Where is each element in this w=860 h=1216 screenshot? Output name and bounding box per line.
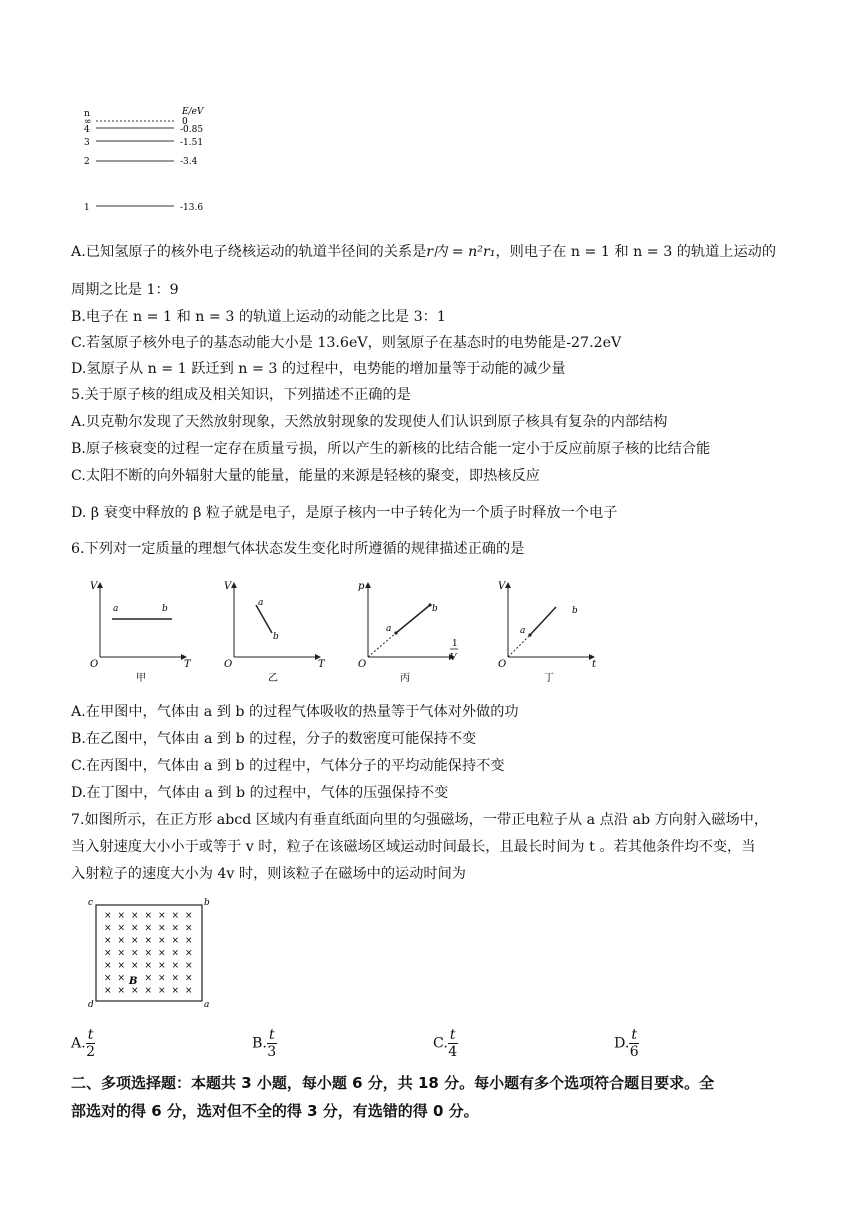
field-cross: × bbox=[117, 936, 126, 946]
field-cross: × bbox=[144, 973, 153, 984]
q7-option-a-num: t bbox=[87, 1027, 94, 1043]
graph-ding-x: t bbox=[592, 659, 597, 670]
graph-jia-a: a bbox=[113, 604, 119, 614]
level-e-3: -1.51 bbox=[180, 138, 204, 148]
magnetic-field-square bbox=[86, 895, 216, 1011]
field-cross: × bbox=[144, 911, 153, 921]
field-cross: × bbox=[104, 973, 112, 984]
q4-option-c: C.若氢原子核外电子的基态动能大小是 13.6eV，则氢原子在基态时的电势能是-27.2eV bbox=[71, 335, 622, 351]
q5-option-c: C.太阳不断的向外辐射大量的能量，能量的来源是轻核的聚变，即热核反应 bbox=[71, 468, 540, 484]
graph-bing bbox=[358, 581, 458, 684]
q4-a-post: ，则电子在 n = 1 和 n = 3 的轨道上运动的 bbox=[495, 244, 777, 260]
field-cross: × bbox=[131, 911, 139, 921]
level-n-3: 3 bbox=[84, 138, 90, 148]
graph-ding-origin: O bbox=[498, 659, 507, 670]
field-cross: × bbox=[144, 961, 153, 971]
field-cross: × bbox=[158, 948, 166, 959]
field-cross: × bbox=[185, 936, 193, 946]
level-header-e: E/eV bbox=[182, 107, 204, 117]
q7-option-d-den: 6 bbox=[629, 1044, 639, 1060]
field-cross: × bbox=[117, 948, 126, 959]
q7-option-c-den: 4 bbox=[448, 1044, 458, 1060]
graph-jia-origin: O bbox=[90, 659, 99, 670]
q7-option-b-num: t bbox=[268, 1027, 275, 1043]
graph-ding-a: a bbox=[520, 626, 526, 636]
level-n-inf: ∞ bbox=[84, 117, 92, 127]
level-e-inf: 0 bbox=[182, 117, 188, 127]
field-cross: × bbox=[144, 923, 153, 934]
field-cross: × bbox=[117, 911, 126, 921]
q6-option-d: D.在丁图中，气体由 a 到 b 的过程中，气体的压强保持不变 bbox=[71, 785, 449, 801]
graph-jia-label: 甲 bbox=[136, 673, 146, 684]
graph-bing-x-num: 1 bbox=[452, 639, 458, 649]
q4-a-pre: A.已知氢原子的核外电子绕核运动的轨道半径间的关系是 bbox=[71, 244, 427, 260]
graph-yi-a: a bbox=[258, 598, 264, 608]
field-cross: × bbox=[185, 961, 193, 971]
graph-bing-b: b bbox=[432, 604, 438, 614]
field-cross: × bbox=[117, 923, 126, 934]
corner-c: c bbox=[88, 898, 94, 908]
graph-ding-b: b bbox=[572, 606, 578, 616]
field-cross: × bbox=[104, 948, 112, 959]
level-e-2: -3.4 bbox=[180, 157, 198, 167]
q5-option-d: D. β 衰变中释放的 β 粒子就是电子，是原子核内一中子转化为一个质子时释放一个电子 bbox=[71, 505, 618, 521]
section2-line2: 部选对的得 6 分，选对但不全的得 3 分，有选错的得 0 分。 bbox=[71, 1102, 479, 1120]
level-n-1: 1 bbox=[84, 203, 90, 213]
graph-yi bbox=[224, 581, 326, 684]
level-n-2: 2 bbox=[84, 157, 90, 167]
field-cross: × bbox=[171, 973, 180, 984]
field-cross: × bbox=[171, 923, 180, 934]
field-cross: × bbox=[158, 986, 166, 996]
q4-option-d: D.氢原子从 n = 1 跃迁到 n = 3 的过程中，电势能的增加量等于动能的减少量 bbox=[71, 361, 566, 377]
field-cross: × bbox=[185, 986, 193, 996]
field-cross: × bbox=[144, 936, 153, 946]
level-n-4: 4 bbox=[84, 125, 90, 135]
q7-option-d-label: D. bbox=[614, 1035, 630, 1052]
q5-stem: 5.关于原子核的组成及相关知识，下列描述不正确的是 bbox=[71, 387, 411, 403]
q7-option-a-den: 2 bbox=[86, 1044, 96, 1060]
field-cross: × bbox=[144, 948, 153, 959]
q6-option-b: B.在乙图中，气体由 a 到 b 的过程，分子的数密度可能保持不变 bbox=[71, 731, 477, 747]
field-cross: × bbox=[131, 936, 139, 946]
field-cross: × bbox=[117, 961, 126, 971]
field-cross: × bbox=[185, 948, 193, 959]
q7-line3: 入射粒子的速度大小为 4v 时，则该粒子在磁场中的运动时间为 bbox=[71, 866, 466, 882]
graph-ding-y: V bbox=[498, 581, 506, 592]
q4-a-formula: r内 = n²r₁ bbox=[426, 244, 496, 260]
graph-jia bbox=[90, 581, 192, 684]
graph-bing-x-den: V bbox=[450, 653, 457, 663]
q7-option-a bbox=[71, 1027, 95, 1060]
graph-bing-origin: O bbox=[358, 659, 367, 670]
section2-line1: 二、多项选择题：本题共 3 小题，每小题 6 分，共 18 分。每小题有多个选项符合题目要求。全 bbox=[71, 1074, 715, 1092]
field-cross: × bbox=[104, 961, 112, 971]
field-cross: × bbox=[131, 961, 139, 971]
q7-option-b-label: B. bbox=[252, 1035, 267, 1052]
corner-d: d bbox=[88, 1000, 94, 1010]
field-cross: × bbox=[131, 923, 139, 934]
field-cross: × bbox=[185, 973, 193, 984]
field-cross: × bbox=[171, 911, 180, 921]
q4-option-a-cont: 周期之比是 1：9 bbox=[71, 282, 179, 298]
field-cross: × bbox=[104, 986, 112, 996]
corner-b: b bbox=[204, 898, 210, 908]
q7-line1: 7.如图所示，在正方形 abcd 区域内有垂直纸面向里的匀强磁场，一带正电粒子从 a 点沿 ab 方向射入磁场中， bbox=[71, 812, 769, 828]
q4-option-a bbox=[71, 242, 776, 262]
field-cross: × bbox=[104, 936, 112, 946]
field-cross: × bbox=[144, 986, 153, 996]
q7-option-b bbox=[252, 1027, 277, 1060]
q5-option-b: B.原子核衰变的过程一定存在质量亏损，所以产生的新核的比结合能一定小于反应前原子核的比结合能 bbox=[71, 441, 711, 457]
graph-yi-origin: O bbox=[224, 659, 233, 670]
field-label-b: B bbox=[129, 976, 138, 987]
q7-option-c bbox=[433, 1027, 458, 1060]
field-cross: × bbox=[185, 923, 193, 934]
field-cross: × bbox=[117, 986, 126, 996]
field-cross: × bbox=[158, 936, 166, 946]
field-cross: × bbox=[131, 948, 139, 959]
q7-option-d-num: t bbox=[631, 1027, 638, 1043]
field-cross: × bbox=[171, 948, 180, 959]
field-cross: × bbox=[158, 961, 166, 971]
graph-yi-y: V bbox=[224, 581, 232, 592]
q7-option-c-label: C. bbox=[433, 1035, 448, 1052]
level-header-n: n bbox=[84, 109, 90, 119]
field-cross: × bbox=[158, 923, 166, 934]
field-cross: × bbox=[185, 911, 193, 921]
field-cross: × bbox=[117, 973, 126, 984]
graph-yi-label: 乙 bbox=[268, 673, 278, 684]
q7-option-a-label: A. bbox=[71, 1035, 86, 1052]
graph-ding bbox=[498, 581, 597, 684]
q5-option-a: A.贝克勒尔发现了天然放射现象，天然放射现象的发现使人们认识到原子核具有复杂的内部结构 bbox=[71, 414, 668, 430]
graph-jia-x: T bbox=[184, 659, 191, 670]
graph-ding-label: 丁 bbox=[544, 673, 554, 684]
graph-yi-x: T bbox=[318, 659, 325, 670]
q7-line2: 当入射速度大小小于或等于 v 时，粒子在该磁场区域运动时间最长，且最长时间为 t 。若其他条件均不变，当 bbox=[71, 839, 756, 855]
field-cross: × bbox=[158, 973, 166, 984]
graph-bing-y: p bbox=[358, 581, 365, 592]
graph-jia-b: b bbox=[162, 604, 168, 614]
graph-yi-b: b bbox=[273, 632, 279, 642]
field-cross: × bbox=[131, 986, 139, 996]
energy-level-diagram bbox=[80, 106, 220, 218]
q6-graphs bbox=[86, 577, 606, 687]
q6-option-c: C.在丙图中，气体由 a 到 b 的过程中，气体分子的平均动能保持不变 bbox=[71, 758, 505, 774]
q7-option-b-den: 3 bbox=[267, 1044, 277, 1060]
field-cross: × bbox=[171, 936, 180, 946]
q6-option-a: A.在甲图中，气体由 a 到 b 的过程气体吸收的热量等于气体对外做的功 bbox=[71, 704, 519, 720]
field-crosses bbox=[104, 911, 193, 996]
field-cross: × bbox=[171, 986, 180, 996]
graph-bing-a: a bbox=[386, 624, 392, 634]
field-cross: × bbox=[171, 961, 180, 971]
graph-jia-y: V bbox=[90, 581, 98, 592]
corner-a: a bbox=[204, 1000, 210, 1010]
q7-option-d bbox=[614, 1027, 639, 1060]
field-cross: × bbox=[158, 911, 166, 921]
q4-option-b: B.电子在 n = 1 和 n = 3 的轨道上运动的动能之比是 3：1 bbox=[71, 309, 446, 325]
level-e-4: -0.85 bbox=[180, 125, 204, 135]
q6-stem: 6.下列对一定质量的理想气体状态发生变化时所遵循的规律描述正确的是 bbox=[71, 541, 525, 557]
graph-bing-label: 丙 bbox=[400, 673, 410, 684]
field-cross: × bbox=[104, 923, 112, 934]
field-cross: × bbox=[104, 911, 112, 921]
q7-option-c-num: t bbox=[449, 1027, 456, 1043]
level-e-1: -13.6 bbox=[180, 203, 204, 213]
